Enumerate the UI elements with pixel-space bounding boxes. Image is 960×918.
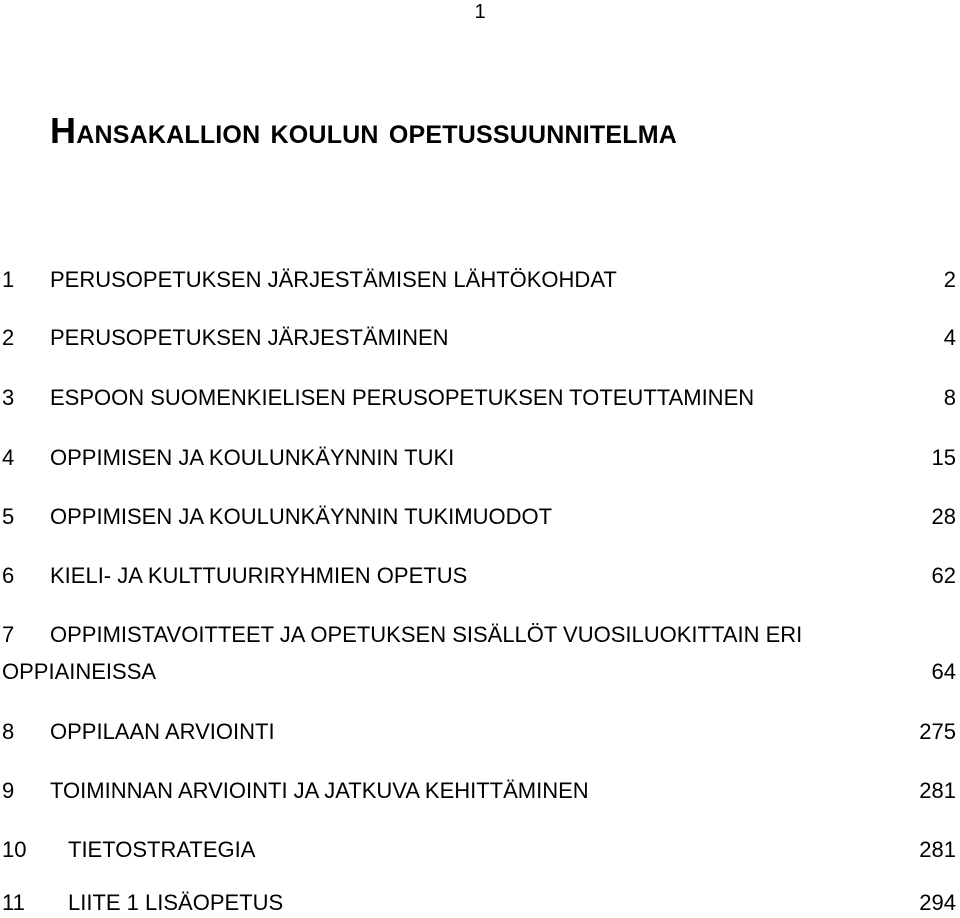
toc-entry[interactable] — [2, 717, 956, 747]
toc-entry-number: 5 — [2, 504, 15, 529]
toc-entry-number: 11 — [2, 890, 25, 915]
toc-entry-title: TOIMINNAN ARVIOINTI JA JATKUVA KEHITTÄMINEN — [50, 778, 589, 803]
toc-entry[interactable] — [2, 561, 956, 591]
toc-entry[interactable] — [2, 620, 956, 650]
toc-entry-page: 281 — [919, 778, 956, 803]
toc-entry-title: OPPILAAN ARVIOINTI — [50, 719, 275, 744]
toc-entry-title: ESPOON SUOMENKIELISEN PERUSOPETUKSEN TOTEUTTAMINEN — [50, 385, 755, 410]
toc-entry-page: 281 — [919, 837, 956, 862]
toc-entry[interactable] — [2, 776, 956, 806]
toc-entry[interactable] — [2, 888, 956, 918]
toc-entry-title: TIETOSTRATEGIA — [68, 837, 256, 862]
toc-entry[interactable] — [2, 323, 956, 353]
toc-entry-page: 8 — [943, 385, 956, 410]
toc-entry-number: 4 — [2, 445, 15, 470]
page-number: 1 — [474, 1, 486, 23]
document-title: Hansakallion koulun opetussuunnitelma — [50, 110, 677, 151]
toc-entry-page: 64 — [931, 659, 956, 684]
toc-entry-page: 15 — [931, 445, 956, 470]
toc-entry-page: 28 — [931, 504, 956, 529]
toc-entry-title: OPPIMISEN JA KOULUNKÄYNNIN TUKIMUODOT — [50, 504, 553, 529]
toc-entry-number: 7 — [2, 622, 15, 647]
toc-entry-title: PERUSOPETUKSEN JÄRJESTÄMISEN LÄHTÖKOHDAT — [50, 267, 617, 292]
toc-entry-number: 10 — [2, 837, 27, 862]
toc-entry-page: 275 — [919, 719, 956, 744]
toc-entry-number: 2 — [2, 325, 15, 350]
toc-entry[interactable] — [2, 265, 956, 295]
toc-entry-number: 8 — [2, 719, 15, 744]
toc-entry[interactable] — [2, 443, 956, 473]
toc-entry-title: OPPIMISTAVOITTEET JA OPETUKSEN SISÄLLÖT VUOSILUOKITTAIN ERI — [50, 622, 803, 647]
toc-entry-number: 9 — [2, 778, 15, 803]
toc-entry-page: 62 — [931, 563, 956, 588]
toc-entry-title: OPPIMISEN JA KOULUNKÄYNNIN TUKI — [50, 445, 455, 470]
toc-entry-page: 294 — [919, 890, 956, 915]
toc-entry-title: PERUSOPETUKSEN JÄRJESTÄMINEN — [50, 325, 449, 350]
toc-entry-title-continuation: OPPIAINEISSA — [2, 659, 157, 684]
toc-entry-page: 2 — [943, 267, 956, 292]
toc-entry-title: LIITE 1 LISÄOPETUS — [68, 890, 284, 915]
toc-entry[interactable] — [2, 835, 956, 865]
toc-entry-number: 3 — [2, 385, 15, 410]
toc-entry-page: 4 — [943, 325, 956, 350]
toc-entry-number: 1 — [2, 267, 15, 292]
toc-entry-number: 6 — [2, 563, 15, 588]
toc-entry-title: KIELI- JA KULTTUURIRYHMIEN OPETUS — [50, 563, 468, 588]
toc-entry-continuation[interactable] — [2, 657, 956, 687]
toc-entry[interactable] — [2, 502, 956, 532]
toc-entry[interactable] — [2, 383, 956, 413]
